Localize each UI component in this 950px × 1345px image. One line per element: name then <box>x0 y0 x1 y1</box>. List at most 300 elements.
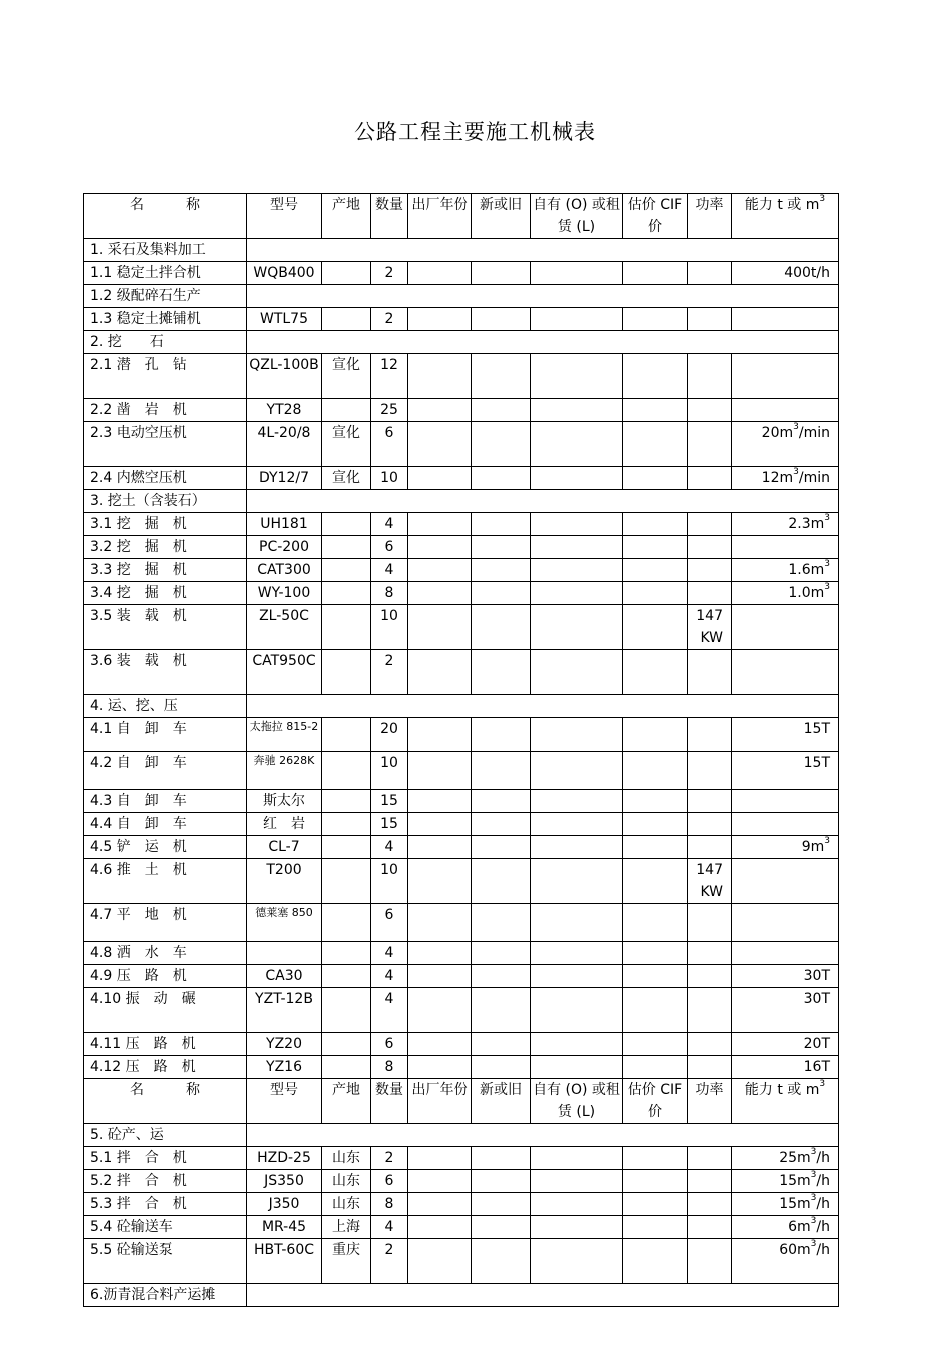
machine-own-lease <box>531 582 623 605</box>
machine-model: WQB400 <box>247 262 322 285</box>
machine-power: 147KW <box>688 859 732 904</box>
table-row <box>84 965 839 988</box>
machine-new-old <box>472 399 531 422</box>
machine-model: 德莱塞 850 <box>247 904 322 942</box>
machine-own-lease <box>531 262 623 285</box>
machine-name: 4.8 洒 水 车 <box>84 942 247 965</box>
machine-power <box>688 988 732 1033</box>
machine-qty: 20 <box>371 718 408 752</box>
table-row <box>84 582 839 605</box>
machine-name: 2.2 凿 岩 机 <box>84 399 247 422</box>
machine-model: 太拖拉 815-2 <box>247 718 322 752</box>
machine-model: DY12/7 <box>247 467 322 490</box>
machine-year <box>408 513 472 536</box>
table-row <box>84 262 839 285</box>
machine-name: 3.6 装 载 机 <box>84 650 247 695</box>
machine-power <box>688 262 732 285</box>
machine-own-lease <box>531 559 623 582</box>
machine-qty: 6 <box>371 1033 408 1056</box>
machine-name: 4.2 自 卸 车 <box>84 752 247 790</box>
table-row <box>84 752 839 790</box>
machine-power <box>688 718 732 752</box>
machine-own-lease <box>531 422 623 467</box>
section-row <box>84 285 839 308</box>
machine-own-lease <box>531 399 623 422</box>
machine-year <box>408 790 472 813</box>
machine-capacity: $2.3m^3$ <box>732 513 839 536</box>
machine-name: 5.1 拌 合 机 <box>84 1147 247 1170</box>
machine-name: 5.5 砼输送泵 <box>84 1239 247 1284</box>
table-row <box>84 988 839 1033</box>
header-capacity: 能力 t 或 $m^3$ <box>732 194 839 239</box>
machine-new-old <box>472 836 531 859</box>
machine-name: 1.3 稳定土摊铺机 <box>84 308 247 331</box>
machine-origin <box>322 399 371 422</box>
machine-origin <box>322 262 371 285</box>
machine-price <box>623 536 688 559</box>
machine-capacity: 20T <box>732 1033 839 1056</box>
machine-own-lease <box>531 536 623 559</box>
machine-origin: 重庆 <box>322 1239 371 1284</box>
machine-power <box>688 1056 732 1079</box>
machine-capacity <box>732 354 839 399</box>
machine-own-lease <box>531 1239 623 1284</box>
machine-name: 4.6 推 土 机 <box>84 859 247 904</box>
machine-model: YZT-12B <box>247 988 322 1033</box>
machine-new-old <box>472 605 531 650</box>
machine-origin <box>322 308 371 331</box>
machine-power <box>688 904 732 942</box>
machine-name: 1.1 稳定土拌合机 <box>84 262 247 285</box>
machine-model: WY-100 <box>247 582 322 605</box>
machine-origin <box>322 513 371 536</box>
header-year: 出厂年份 <box>408 1079 472 1124</box>
machine-price <box>623 650 688 695</box>
table-row <box>84 904 839 942</box>
machine-capacity <box>732 308 839 331</box>
machine-qty: 15 <box>371 813 408 836</box>
machine-own-lease <box>531 718 623 752</box>
machine-qty: 2 <box>371 1239 408 1284</box>
machine-qty: 10 <box>371 467 408 490</box>
machine-model: T200 <box>247 859 322 904</box>
machine-power <box>688 354 732 399</box>
machine-qty: 4 <box>371 1216 408 1239</box>
machine-capacity <box>732 942 839 965</box>
section-row <box>84 695 839 718</box>
section-title: 3. 挖土（含装石） <box>84 490 247 513</box>
machine-new-old <box>472 262 531 285</box>
machine-own-lease <box>531 859 623 904</box>
machine-price <box>623 752 688 790</box>
machine-qty: 25 <box>371 399 408 422</box>
machine-own-lease <box>531 1170 623 1193</box>
machine-power <box>688 965 732 988</box>
machine-price <box>623 422 688 467</box>
machine-name: 3.3 挖 掘 机 <box>84 559 247 582</box>
machine-power <box>688 513 732 536</box>
machine-qty: 2 <box>371 1147 408 1170</box>
machine-own-lease <box>531 1033 623 1056</box>
machine-year <box>408 1056 472 1079</box>
machine-own-lease <box>531 836 623 859</box>
table-row <box>84 467 839 490</box>
machine-price <box>623 1193 688 1216</box>
machine-model: HBT-60C <box>247 1239 322 1284</box>
machine-price <box>623 813 688 836</box>
table-row <box>84 1216 839 1239</box>
machine-new-old <box>472 1056 531 1079</box>
table-row <box>84 1193 839 1216</box>
machine-new-old <box>472 752 531 790</box>
machine-price <box>623 1216 688 1239</box>
machine-year <box>408 942 472 965</box>
machine-origin: 山东 <box>322 1170 371 1193</box>
machine-name: 4.9 压 路 机 <box>84 965 247 988</box>
machine-year <box>408 308 472 331</box>
header-own-lease: 自有 (O) 或租赁 (L) <box>531 1079 623 1124</box>
header-qty: 数量 <box>371 194 408 239</box>
header-origin: 产地 <box>322 194 371 239</box>
machine-new-old <box>472 1147 531 1170</box>
machine-own-lease <box>531 467 623 490</box>
machine-year <box>408 904 472 942</box>
machine-origin: 宣化 <box>322 354 371 399</box>
machine-own-lease <box>531 1056 623 1079</box>
machine-year <box>408 752 472 790</box>
machine-capacity: $1.0m^3$ <box>732 582 839 605</box>
machine-year <box>408 582 472 605</box>
machine-year <box>408 1147 472 1170</box>
machine-capacity: $12m^3/\min$ <box>732 467 839 490</box>
machine-price <box>623 582 688 605</box>
machine-new-old <box>472 965 531 988</box>
machine-model: JS350 <box>247 1170 322 1193</box>
machine-qty: 4 <box>371 836 408 859</box>
machine-name: 4.12 压 路 机 <box>84 1056 247 1079</box>
machine-new-old <box>472 536 531 559</box>
machine-own-lease <box>531 965 623 988</box>
machine-capacity: $60m^3/h$ <box>732 1239 839 1284</box>
section-title: 4. 运、挖、压 <box>84 695 247 718</box>
table-row <box>84 813 839 836</box>
machine-year <box>408 650 472 695</box>
machine-year <box>408 467 472 490</box>
machine-capacity: 16T <box>732 1056 839 1079</box>
header-own-lease: 自有 (O) 或租赁 (L) <box>531 194 623 239</box>
table-row <box>84 559 839 582</box>
machine-capacity: $20m^3/\min$ <box>732 422 839 467</box>
table-row <box>84 1147 839 1170</box>
machine-name: 3.2 挖 掘 机 <box>84 536 247 559</box>
machine-power <box>688 559 732 582</box>
machine-power <box>688 942 732 965</box>
machine-model: 4L-20/8 <box>247 422 322 467</box>
machine-capacity: $15m^3/h$ <box>732 1193 839 1216</box>
machine-power <box>688 752 732 790</box>
table-row <box>84 836 839 859</box>
machine-price <box>623 559 688 582</box>
machine-new-old <box>472 1239 531 1284</box>
machine-year <box>408 1239 472 1284</box>
machine-qty: 8 <box>371 1193 408 1216</box>
machine-name: 4.10 振 动 碾 <box>84 988 247 1033</box>
machine-price <box>623 1170 688 1193</box>
machine-model: CA30 <box>247 965 322 988</box>
machine-year <box>408 965 472 988</box>
machine-name: 2.1 潜 孔 钻 <box>84 354 247 399</box>
table-row <box>84 354 839 399</box>
machine-price <box>623 513 688 536</box>
machine-model: YT28 <box>247 399 322 422</box>
machine-name: 2.3 电动空压机 <box>84 422 247 467</box>
header-model: 型号 <box>247 1079 322 1124</box>
machine-name: 3.4 挖 掘 机 <box>84 582 247 605</box>
machine-qty: 8 <box>371 582 408 605</box>
section-title: 1. 采石及集料加工 <box>84 239 247 262</box>
page-title: 公路工程主要施工机械表 <box>354 120 596 144</box>
machine-capacity <box>732 399 839 422</box>
machine-year <box>408 1170 472 1193</box>
machine-model: HZD-25 <box>247 1147 322 1170</box>
machine-qty: 8 <box>371 1056 408 1079</box>
table-row <box>84 650 839 695</box>
machine-power <box>688 1147 732 1170</box>
machine-capacity: $1.6m^3$ <box>732 559 839 582</box>
machine-origin <box>322 582 371 605</box>
machine-year <box>408 718 472 752</box>
machine-new-old <box>472 1170 531 1193</box>
table-header-row <box>84 1079 839 1124</box>
machine-origin <box>322 1033 371 1056</box>
section-blank <box>247 1284 839 1307</box>
machine-origin <box>322 790 371 813</box>
machine-origin <box>322 965 371 988</box>
header-new-old: 新或旧 <box>472 1079 531 1124</box>
machine-origin <box>322 1056 371 1079</box>
machine-model: 奔驰 2628K <box>247 752 322 790</box>
machine-capacity <box>732 813 839 836</box>
machine-name: 4.4 自 卸 车 <box>84 813 247 836</box>
machine-power <box>688 813 732 836</box>
table-row <box>84 1056 839 1079</box>
machine-origin <box>322 718 371 752</box>
machine-name: 5.3 拌 合 机 <box>84 1193 247 1216</box>
machine-own-lease <box>531 813 623 836</box>
machine-qty: 4 <box>371 965 408 988</box>
machine-qty: 2 <box>371 308 408 331</box>
machine-name: 4.1 自 卸 车 <box>84 718 247 752</box>
machine-new-old <box>472 1193 531 1216</box>
header-price: 估价 CIF 价 <box>623 194 688 239</box>
machine-capacity: 15T <box>732 752 839 790</box>
machine-own-lease <box>531 1216 623 1239</box>
machine-price <box>623 965 688 988</box>
machine-power <box>688 582 732 605</box>
machine-own-lease <box>531 904 623 942</box>
machine-qty: 4 <box>371 988 408 1033</box>
machine-origin <box>322 752 371 790</box>
machine-model: PC-200 <box>247 536 322 559</box>
machine-origin: 宣化 <box>322 467 371 490</box>
machine-price <box>623 904 688 942</box>
machine-origin: 上海 <box>322 1216 371 1239</box>
machine-own-lease <box>531 752 623 790</box>
section-blank <box>247 285 839 308</box>
machine-origin <box>322 650 371 695</box>
machine-year <box>408 813 472 836</box>
section-row <box>84 490 839 513</box>
machine-qty: 4 <box>371 559 408 582</box>
machine-model: YZ16 <box>247 1056 322 1079</box>
section-blank <box>247 695 839 718</box>
machine-year <box>408 1033 472 1056</box>
section-title: 1.2 级配碎石生产 <box>84 285 247 308</box>
machine-price <box>623 399 688 422</box>
machine-qty: 10 <box>371 859 408 904</box>
machine-power <box>688 836 732 859</box>
section-row <box>84 239 839 262</box>
machine-capacity: $9m^3$ <box>732 836 839 859</box>
machine-own-lease <box>531 790 623 813</box>
machine-new-old <box>472 354 531 399</box>
machine-origin <box>322 605 371 650</box>
machine-own-lease <box>531 942 623 965</box>
machinery-table <box>83 193 839 1307</box>
machine-price <box>623 1056 688 1079</box>
machine-price <box>623 988 688 1033</box>
machine-year <box>408 836 472 859</box>
machine-price <box>623 467 688 490</box>
machine-own-lease <box>531 1193 623 1216</box>
header-power: 功率 <box>688 1079 732 1124</box>
table-row <box>84 1033 839 1056</box>
machine-capacity: $25m^3/h$ <box>732 1147 839 1170</box>
machine-origin: 山东 <box>322 1193 371 1216</box>
machine-price <box>623 605 688 650</box>
machine-capacity: 30T <box>732 965 839 988</box>
header-name: 名 称 <box>84 194 247 239</box>
machine-price <box>623 942 688 965</box>
machine-own-lease <box>531 308 623 331</box>
header-new-old: 新或旧 <box>472 194 531 239</box>
machine-power <box>688 308 732 331</box>
machine-year <box>408 605 472 650</box>
header-year: 出厂年份 <box>408 194 472 239</box>
table-row <box>84 942 839 965</box>
section-blank <box>247 1124 839 1147</box>
table-row <box>84 422 839 467</box>
header-name: 名 称 <box>84 1079 247 1124</box>
table-row <box>84 790 839 813</box>
machine-price <box>623 859 688 904</box>
machine-model: 斯太尔 <box>247 790 322 813</box>
machine-name: 5.2 拌 合 机 <box>84 1170 247 1193</box>
machine-own-lease <box>531 354 623 399</box>
machine-capacity: $15m^3/h$ <box>732 1170 839 1193</box>
machine-model: ZL-50C <box>247 605 322 650</box>
machine-capacity: 400t/h <box>732 262 839 285</box>
section-blank <box>247 490 839 513</box>
machine-qty: 4 <box>371 513 408 536</box>
machine-power <box>688 1193 732 1216</box>
machine-year <box>408 859 472 904</box>
machine-new-old <box>472 1033 531 1056</box>
machine-origin <box>322 859 371 904</box>
machine-qty: 10 <box>371 605 408 650</box>
machine-power <box>688 1216 732 1239</box>
machine-new-old <box>472 559 531 582</box>
machine-power: 147KW <box>688 605 732 650</box>
machine-capacity <box>732 904 839 942</box>
machine-capacity <box>732 536 839 559</box>
machine-origin <box>322 536 371 559</box>
machine-year <box>408 536 472 559</box>
machine-own-lease <box>531 513 623 536</box>
machine-own-lease <box>531 1147 623 1170</box>
machine-name: 5.4 砼输送车 <box>84 1216 247 1239</box>
machine-name: 3.5 装 载 机 <box>84 605 247 650</box>
table-row <box>84 399 839 422</box>
machine-model: CAT950C <box>247 650 322 695</box>
table-row <box>84 605 839 650</box>
machine-origin <box>322 988 371 1033</box>
machine-model: CAT300 <box>247 559 322 582</box>
table-row <box>84 718 839 752</box>
machine-origin <box>322 836 371 859</box>
machine-capacity <box>732 859 839 904</box>
machine-price <box>623 354 688 399</box>
machine-origin <box>322 942 371 965</box>
machine-own-lease <box>531 605 623 650</box>
machine-model <box>247 942 322 965</box>
machine-model: MR-45 <box>247 1216 322 1239</box>
machine-year <box>408 559 472 582</box>
machine-model: CL-7 <box>247 836 322 859</box>
machine-model: QZL-100B <box>247 354 322 399</box>
machine-new-old <box>472 718 531 752</box>
table-row <box>84 1239 839 1284</box>
table-row <box>84 513 839 536</box>
section-row <box>84 1284 839 1307</box>
machine-price <box>623 262 688 285</box>
machine-qty: 15 <box>371 790 408 813</box>
header-capacity: 能力 t 或 $m^3$ <box>732 1079 839 1124</box>
machine-qty: 6 <box>371 536 408 559</box>
machine-price <box>623 836 688 859</box>
machine-origin: 山东 <box>322 1147 371 1170</box>
machine-power <box>688 1239 732 1284</box>
machine-year <box>408 1216 472 1239</box>
header-model: 型号 <box>247 194 322 239</box>
machine-model: WTL75 <box>247 308 322 331</box>
table-row <box>84 536 839 559</box>
machine-capacity <box>732 790 839 813</box>
machine-year <box>408 354 472 399</box>
machine-origin <box>322 904 371 942</box>
machine-capacity: 15T <box>732 718 839 752</box>
machine-new-old <box>472 1216 531 1239</box>
machine-model: J350 <box>247 1193 322 1216</box>
machine-qty: 4 <box>371 942 408 965</box>
machine-power <box>688 1170 732 1193</box>
machine-qty: 6 <box>371 422 408 467</box>
table-row <box>84 859 839 904</box>
machine-name: 4.11 压 路 机 <box>84 1033 247 1056</box>
table-row <box>84 1170 839 1193</box>
machine-new-old <box>472 904 531 942</box>
machine-price <box>623 308 688 331</box>
